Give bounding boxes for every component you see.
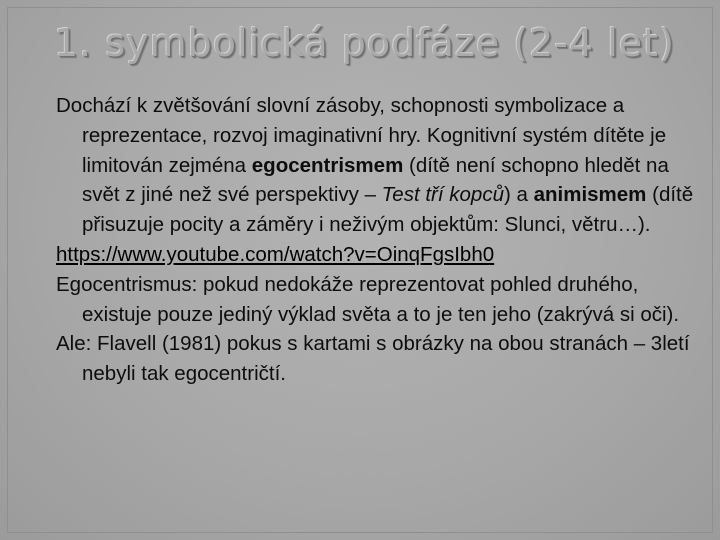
text-run: (dítě není schopno hledět na svět z jiné než své perspektivy –: [82, 153, 669, 207]
youtube-link[interactable]: https://www.youtube.com/watch?v=OinqFgsIbh0: [56, 242, 495, 266]
text-run: (dítě přisuzuje pocity a záměry i neživým objektům: Slunci, větru…).: [82, 183, 694, 237]
paragraph-flavell: Ale: Flavell (1981) pokus s kartami s obrázky na obou stranách – 3letí nebyli tak egocentričtí.: [56, 332, 690, 386]
term-animism: animismem: [533, 183, 647, 207]
slide-body: [56, 91, 706, 389]
term-three-mountains-test: Test tří kopců: [381, 183, 504, 207]
text-run: Dochází k zvětšování slovní zásoby, schopnosti symbolizace a reprezentace, rozvoj imaginativní hry. Kognitivní systém dítěte je limitován zejména: [56, 94, 667, 177]
paragraph-egocentrism: Egocentrismus: pokud nedokáže reprezentovat pohled druhého, existuje pouze jediný výklad světa a to je ten jeho (zakrývá si oči).: [56, 272, 680, 326]
term-egocentrism: egocentrismem: [251, 153, 404, 177]
slide-title: 1. symbolická podfáze (2-4 let): [54, 21, 675, 65]
text-run: ) a: [503, 183, 534, 207]
paragraph-link: [56, 240, 706, 270]
paragraph-development: [56, 91, 706, 240]
